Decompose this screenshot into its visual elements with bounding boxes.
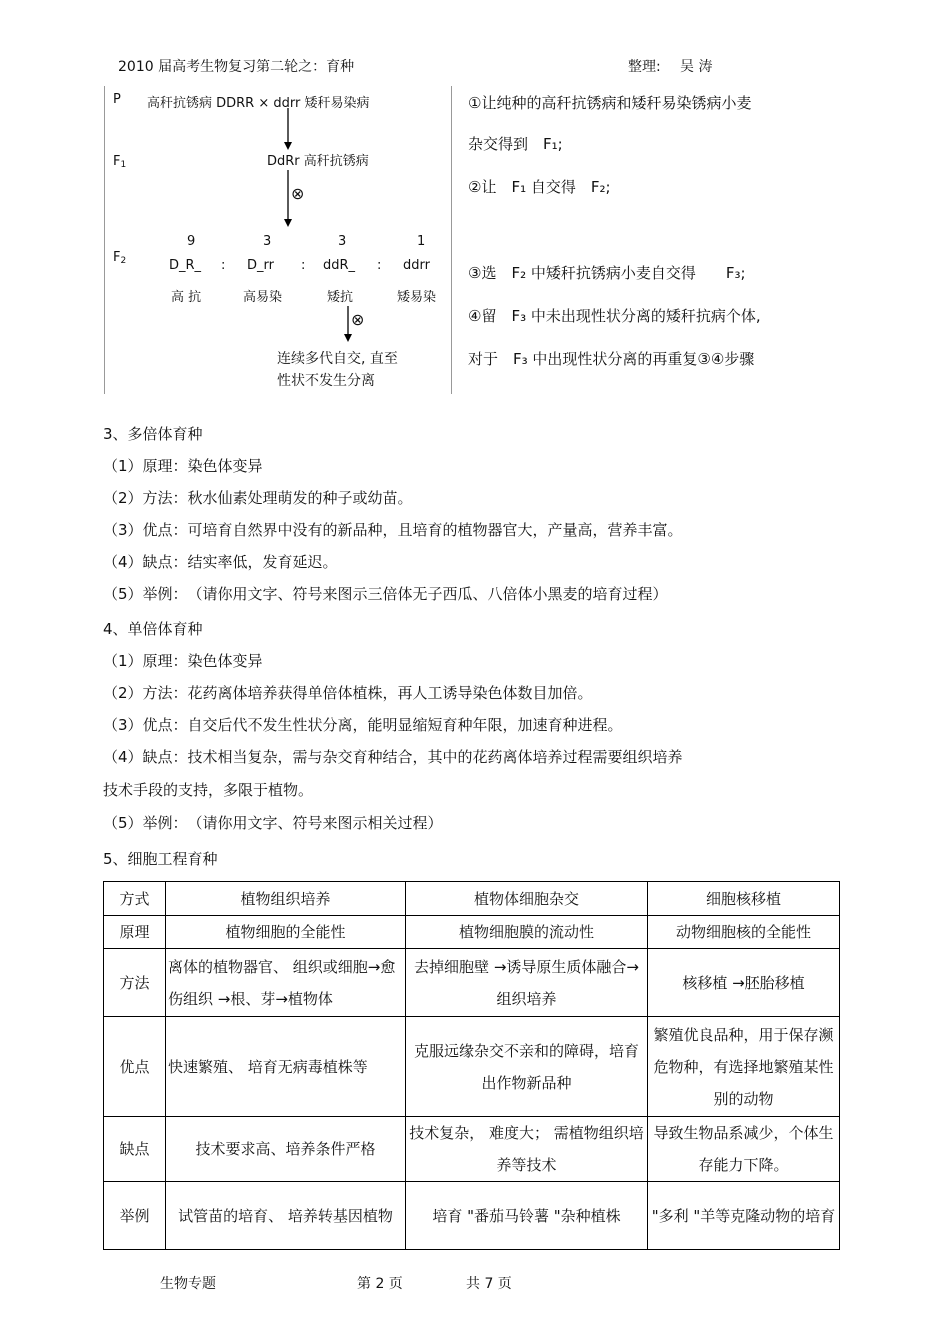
section4-item: （1）原理：染色体变异 [103,652,263,670]
row-label: 优点 [104,1017,166,1117]
section3-item: （4）缺点：结实率低，发育延迟。 [103,553,338,571]
table-cell: 核移植 →胚胎移植 [648,949,840,1017]
f2-phenotype: 高 抗 [171,290,202,305]
f2-ratio: 9 [187,234,196,249]
f2-genotype: ddR_ [323,258,356,273]
table-cell: 离体的植物器官、 组织或细胞→愈伤组织 →根、芽→植物体 [166,949,406,1017]
self-cross-icon: ⊗ [291,184,305,203]
table-cell: 技术复杂， 难度大； 需植物组织培养等技术 [406,1117,648,1182]
step-text: ③选 F₂ 中矮秆抗锈病小麦自交得 F₃; [468,264,746,282]
final-note-line-1: 连续多代自交, 直至 [277,351,398,367]
table-row [104,1117,840,1182]
final-note-line-2: 性状不发生分离 [277,373,375,389]
p-generation-label: P [113,92,121,107]
section3-title: 3、多倍体育种 [103,425,203,443]
table-cell: 试管苗的培育、 培养转基因植物 [166,1182,406,1250]
step-text: 对于 F₃ 中出现性状分离的再重复③④步骤 [468,350,755,368]
table-row [104,949,840,1017]
doc-header-editor-name: 吴 涛 [680,59,713,75]
f2-phenotype: 矮易染 [397,290,437,305]
step-text: ④留 F₃ 中未出现性状分离的矮秆抗病个体, [468,307,761,325]
row-label: 方法 [104,949,166,1017]
table-cell: 动物细胞核的全能性 [648,916,840,949]
arrow-head-icon [344,334,352,342]
f2-ratio: 3 [263,234,272,249]
section4-item: （2）方法：花药离体培养获得单倍体植株，再人工诱导染色体数目加倍。 [103,684,593,702]
f2-colon: : [301,258,306,273]
f2-ratio: 1 [417,234,426,249]
section4-item: （3）优点：自交后代不发生性状分离，能明显缩短育种年限，加速育种进程。 [103,716,623,734]
section4-item: （4）缺点：技术相当复杂，需与杂交育种结合，其中的花药离体培养过程需要组织培养 [103,748,683,766]
f2-phenotype: 高易染 [243,290,283,305]
table-cell: 植物细胞的全能性 [166,916,406,949]
self-cross-icon: ⊗ [351,310,365,329]
step-text: ②让 F₁ 自交得 F₂; [468,178,611,196]
table-row [104,1017,840,1117]
step-text: 杂交得到 F₁; [468,135,563,153]
arrow-head-icon [284,142,292,150]
step-text: ①让纯种的高秆抗锈病和矮秆易染锈病小麦 [468,94,752,112]
table-row [104,916,840,949]
footer-page-number: 第 2 页 [357,1276,403,1292]
table-cell: 去掉细胞壁 →诱导原生质体融合→组织培养 [406,949,648,1017]
f2-genotype: D_rr [247,258,274,273]
row-label: 缺点 [104,1117,166,1182]
f1-genotype-text: DdRr 高秆抗锈病 [267,154,369,169]
table-row [104,1182,840,1250]
table-header-cell: 植物体细胞杂交 [406,882,648,916]
table-header-cell: 植物组织培养 [166,882,406,916]
f2-genotype: ddrr [403,258,430,273]
hybrid-breeding-diagram [104,86,452,394]
section4-title: 4、单倍体育种 [103,620,203,638]
f2-colon: : [377,258,382,273]
doc-header-editor-label: 整理: [628,59,661,75]
table-header-cell: 细胞核移植 [648,882,840,916]
table-cell: 植物细胞膜的流动性 [406,916,648,949]
table-cell: 繁殖优良品种，用于保存濒危物种，有选择地繁殖某性别的动物 [648,1017,840,1117]
arrow-head-icon [284,219,292,227]
table-header-cell: 方式 [104,882,166,916]
table-header-row [104,882,840,916]
f2-colon: : [221,258,226,273]
f2-phenotype: 矮抗 [327,290,354,305]
section5-title: 5、细胞工程育种 [103,850,218,868]
section3-item: （2）方法：秋水仙素处理萌发的种子或幼苗。 [103,489,413,507]
f2-ratio: 3 [338,234,347,249]
f1-generation-label: $F_1$ [113,154,127,170]
cell-engineering-table [103,881,840,1250]
table-cell: 培育 "番茄马铃薯 "杂种植株 [406,1182,648,1250]
section4-item: 技术手段的支持，多限于植物。 [103,781,314,799]
f2-genotype: D_R_ [169,258,202,273]
table-cell: "多利 "羊等克隆动物的培育 [648,1182,840,1250]
p-cross-text: 高秆抗锈病 DDRR × ddrr 矮秆易染病 [147,96,370,111]
footer-subject: 生物专题 [160,1276,216,1292]
doc-header-title: 2010 届高考生物复习第二轮之：育种 [118,59,355,75]
row-label: 举例 [104,1182,166,1250]
table-cell: 技术要求高、培养条件严格 [166,1117,406,1182]
table-cell: 克服远缘杂交不亲和的障碍，培育出作物新品种 [406,1017,648,1117]
table-cell: 导致生物品系减少，个体生存能力下降。 [648,1117,840,1182]
section3-item: （1）原理：染色体变异 [103,457,263,475]
section4-item: （5）举例： （请你用文字、符号来图示相关过程） [103,814,443,832]
section3-item: （5）举例： （请你用文字、符号来图示三倍体无子西瓜、八倍体小黑麦的培育过程） [103,585,668,603]
footer-total-pages: 共 7 页 [466,1276,512,1292]
row-label: 原理 [104,916,166,949]
section3-item: （3）优点：可培育自然界中没有的新品种，且培育的植物器官大，产量高，营养丰富。 [103,521,683,539]
f2-generation-label: $F_2$ [113,250,127,266]
table-cell: 快速繁殖、 培育无病毒植株等 [166,1017,406,1117]
